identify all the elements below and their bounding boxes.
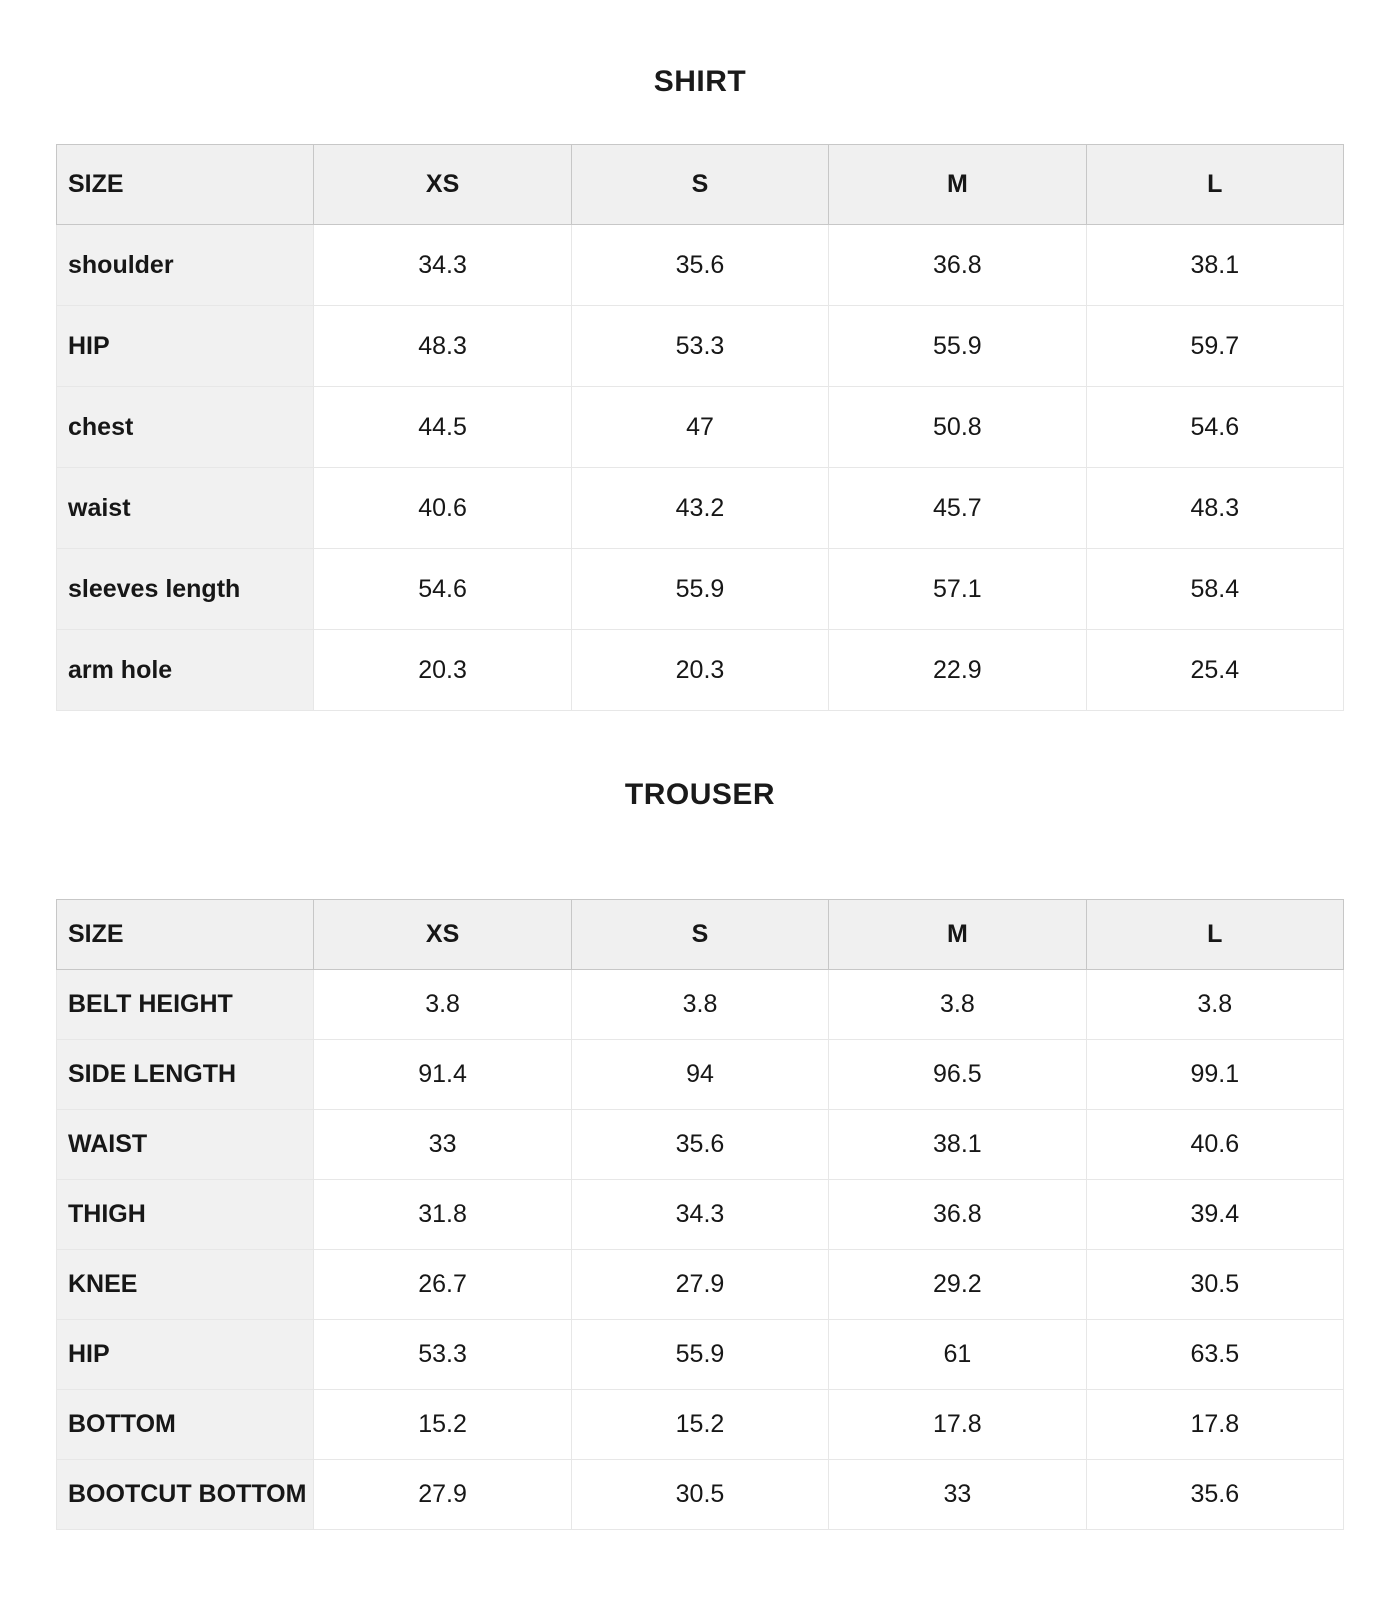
table-row xyxy=(57,468,1344,549)
size-value-cell: 3.8 xyxy=(571,970,828,1040)
row-label: WAIST xyxy=(57,1110,314,1180)
size-value-cell: 33 xyxy=(314,1110,571,1180)
shirt-section xyxy=(56,0,1344,711)
size-value-cell: 35.6 xyxy=(1086,1460,1343,1530)
size-value-cell: 57.1 xyxy=(829,549,1086,630)
size-value-cell: 15.2 xyxy=(314,1390,571,1460)
column-header-size: SIZE xyxy=(57,900,314,970)
trouser-size-table xyxy=(56,899,1344,1530)
size-value-cell: 54.6 xyxy=(314,549,571,630)
table-row xyxy=(57,549,1344,630)
column-header-s: S xyxy=(571,900,828,970)
row-label: waist xyxy=(57,468,314,549)
row-label: KNEE xyxy=(57,1250,314,1320)
trouser-header-row xyxy=(57,900,1344,970)
trouser-table-title: TROUSER xyxy=(624,778,776,811)
size-value-cell: 34.3 xyxy=(314,225,571,306)
row-label: arm hole xyxy=(57,630,314,711)
size-value-cell: 3.8 xyxy=(829,970,1086,1040)
table-row xyxy=(57,306,1344,387)
size-value-cell: 33 xyxy=(829,1460,1086,1530)
column-header-l: L xyxy=(1086,145,1343,225)
table-row xyxy=(57,1040,1344,1110)
size-value-cell: 20.3 xyxy=(571,630,828,711)
size-value-cell: 45.7 xyxy=(829,468,1086,549)
size-value-cell: 36.8 xyxy=(829,1180,1086,1250)
size-value-cell: 35.6 xyxy=(571,1110,828,1180)
row-label: BELT HEIGHT xyxy=(57,970,314,1040)
size-value-cell: 20.3 xyxy=(314,630,571,711)
row-label: BOOTCUT BOTTOM xyxy=(57,1460,314,1530)
size-value-cell: 59.7 xyxy=(1086,306,1343,387)
table-row xyxy=(57,1110,1344,1180)
size-value-cell: 91.4 xyxy=(314,1040,571,1110)
column-header-l: L xyxy=(1086,900,1343,970)
size-value-cell: 96.5 xyxy=(829,1040,1086,1110)
size-value-cell: 31.8 xyxy=(314,1180,571,1250)
table-row xyxy=(57,387,1344,468)
size-value-cell: 34.3 xyxy=(571,1180,828,1250)
row-label: HIP xyxy=(57,306,314,387)
size-value-cell: 40.6 xyxy=(314,468,571,549)
row-label: HIP xyxy=(57,1320,314,1390)
table-row xyxy=(57,630,1344,711)
size-value-cell: 15.2 xyxy=(571,1390,828,1460)
table-row xyxy=(57,1250,1344,1320)
size-value-cell: 61 xyxy=(829,1320,1086,1390)
size-value-cell: 29.2 xyxy=(829,1250,1086,1320)
row-label: THIGH xyxy=(57,1180,314,1250)
size-value-cell: 40.6 xyxy=(1086,1110,1343,1180)
size-value-cell: 27.9 xyxy=(571,1250,828,1320)
row-label: shoulder xyxy=(57,225,314,306)
size-value-cell: 38.1 xyxy=(1086,225,1343,306)
size-value-cell: 58.4 xyxy=(1086,549,1343,630)
size-value-cell: 30.5 xyxy=(571,1460,828,1530)
column-header-m: M xyxy=(829,900,1086,970)
table-row xyxy=(57,1390,1344,1460)
size-value-cell: 43.2 xyxy=(571,468,828,549)
size-value-cell: 25.4 xyxy=(1086,630,1343,711)
column-header-s: S xyxy=(571,145,828,225)
size-value-cell: 63.5 xyxy=(1086,1320,1343,1390)
row-label: BOTTOM xyxy=(57,1390,314,1460)
table-row xyxy=(57,1460,1344,1530)
size-value-cell: 22.9 xyxy=(829,630,1086,711)
size-value-cell: 48.3 xyxy=(314,306,571,387)
row-label: chest xyxy=(57,387,314,468)
shirt-header-row xyxy=(57,145,1344,225)
shirt-table-title: SHIRT xyxy=(653,65,747,98)
row-label: sleeves length xyxy=(57,549,314,630)
size-value-cell: 39.4 xyxy=(1086,1180,1343,1250)
size-value-cell: 55.9 xyxy=(571,549,828,630)
size-value-cell: 53.3 xyxy=(314,1320,571,1390)
size-value-cell: 17.8 xyxy=(1086,1390,1343,1460)
size-value-cell: 48.3 xyxy=(1086,468,1343,549)
column-header-size: SIZE xyxy=(57,145,314,225)
column-header-xs: XS xyxy=(314,145,571,225)
size-value-cell: 38.1 xyxy=(829,1110,1086,1180)
size-value-cell: 50.8 xyxy=(829,387,1086,468)
size-value-cell: 30.5 xyxy=(1086,1250,1343,1320)
size-value-cell: 27.9 xyxy=(314,1460,571,1530)
size-value-cell: 26.7 xyxy=(314,1250,571,1320)
size-value-cell: 55.9 xyxy=(829,306,1086,387)
shirt-size-table xyxy=(56,144,1344,711)
table-row xyxy=(57,1320,1344,1390)
size-value-cell: 3.8 xyxy=(314,970,571,1040)
size-value-cell: 3.8 xyxy=(1086,970,1343,1040)
size-value-cell: 17.8 xyxy=(829,1390,1086,1460)
size-value-cell: 53.3 xyxy=(571,306,828,387)
size-value-cell: 47 xyxy=(571,387,828,468)
size-value-cell: 94 xyxy=(571,1040,828,1110)
row-label: SIDE LENGTH xyxy=(57,1040,314,1110)
column-header-xs: XS xyxy=(314,900,571,970)
size-value-cell: 55.9 xyxy=(571,1320,828,1390)
size-value-cell: 54.6 xyxy=(1086,387,1343,468)
size-value-cell: 35.6 xyxy=(571,225,828,306)
table-row xyxy=(57,225,1344,306)
size-value-cell: 36.8 xyxy=(829,225,1086,306)
table-row xyxy=(57,1180,1344,1250)
size-value-cell: 99.1 xyxy=(1086,1040,1343,1110)
column-header-m: M xyxy=(829,145,1086,225)
trouser-section xyxy=(56,711,1344,1530)
size-value-cell: 44.5 xyxy=(314,387,571,468)
table-row xyxy=(57,970,1344,1040)
